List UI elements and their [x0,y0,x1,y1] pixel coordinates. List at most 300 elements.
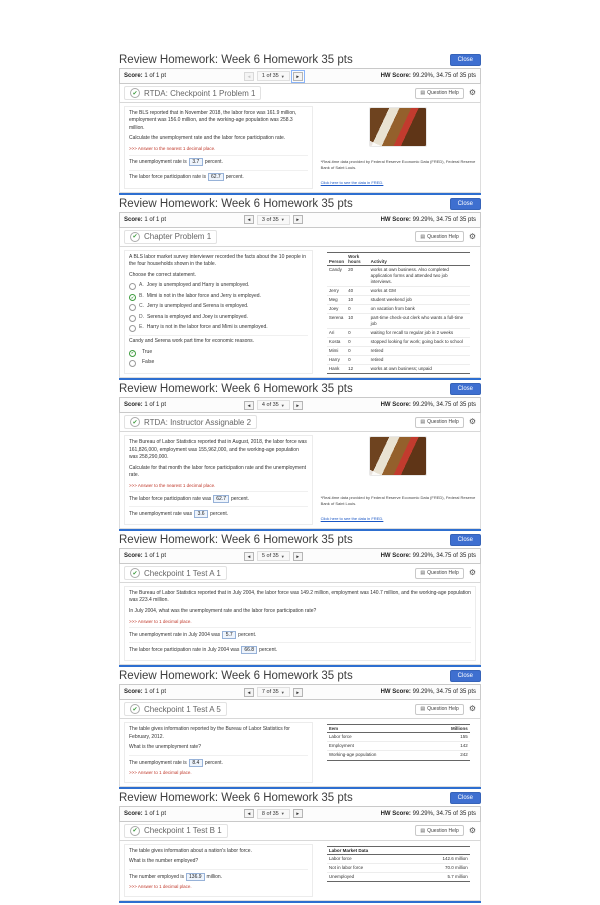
table-row [327,338,470,347]
question-title-box [124,230,217,244]
score-bar [119,684,481,700]
table-cell: 10 [346,313,368,328]
table-cell: Harry [327,356,346,365]
fred-caption: *Real-time data provided by Federal Reserve Economic Data (FRED), Federal Reserve Bank of Saint Louis. [320,158,476,170]
question-text: What is the number employed? [129,858,199,865]
question-nav [244,809,303,819]
answer-box[interactable]: 3.6 [194,510,208,518]
table-cell: works at GM [369,286,470,295]
prev-question-button[interactable]: ◄ [244,215,254,224]
question-text: In July 2004, what was the unemployment rate and the labor force participation rate? [129,608,317,615]
answer-prefix: The unemployment rate in July 2004 was [129,631,221,638]
homework-panel [119,197,481,381]
answer-line [129,170,308,182]
radio-icon[interactable] [129,304,136,311]
next-question-button[interactable]: ► [293,552,303,561]
close-button[interactable]: Close [450,670,481,682]
chevron-down-icon: ▼ [280,73,285,79]
question-help-label: Question Help [427,90,459,96]
table-cell: Mimi [327,347,346,356]
question-help-button[interactable] [415,704,463,715]
page-title: Review Homework: Week 6 Homework 35 pts [119,534,353,547]
answer-option[interactable] [129,303,308,311]
table-cell: Joey [327,304,346,313]
score [124,217,166,223]
answer-precision-note: >>> Answer to the nearest 1 decimal place. [129,146,216,151]
review-homework-stack [119,53,481,905]
table-cell: 5.7 million [408,872,470,881]
answer-prefix: The unemployment rate is [129,759,187,766]
answer-box[interactable]: 136.9 [186,873,205,881]
question-text: What is the unemployment rate? [129,744,201,751]
homework-panel [119,382,481,531]
answer-line [129,506,308,518]
question-tools [415,825,476,836]
question-title-box [124,824,228,838]
chevron-down-icon: ▼ [280,402,285,408]
table-cell: part-time check-out clerk who wants a full-time job [369,313,470,328]
score [124,402,166,408]
page-title: Review Homework: Week 6 Homework 35 pts [119,383,353,396]
hw-score-value: 99.29%, 34.75 of 35 pts [412,810,476,817]
question-select-dropdown[interactable] [257,215,290,225]
help-menu-icon: ▤ [420,570,426,577]
answer-precision-note: >>> Answer to 1 decimal place. [129,618,192,624]
question-title-box [124,702,227,716]
question-title: Checkpoint 1 Test A 5 [144,704,221,714]
table-cell: works at own business; unpaid [369,365,470,374]
answer-option[interactable] [129,293,308,301]
radio-selected-check-icon[interactable]: ✔ [130,294,135,300]
score-value: 1 of 1 pt [144,553,167,560]
table-cell: works at own business. Also completed application forms and attended two job interviews. [369,265,470,286]
fred-data-link[interactable]: Click here to see the data in FRED. [320,179,384,185]
answer-line [129,869,308,881]
score-bar [119,212,481,228]
question-media-area [321,844,476,897]
question-text: Candy and Serena work part time for economic reasons. [129,335,308,345]
score-label: Score: [124,689,143,696]
correct-check-icon: ✔ [130,568,140,578]
question-media-area [321,722,476,782]
hw-score-value: 99.29%, 34.75 of 35 pts [412,689,476,696]
score-label: Score: [124,216,143,223]
question-select-dropdown[interactable] [257,400,290,410]
score [124,811,166,817]
hw-score-value: 99.29%, 34.75 of 35 pts [412,402,476,409]
question-help-button[interactable] [415,417,463,428]
table-row [327,356,470,365]
option-text: Joey is unemployed and Harry is unemployed. [146,282,250,289]
hw-score [381,217,476,223]
table-row [327,863,470,872]
table-cell: 0 [346,347,368,356]
table-cell: 242 [429,751,470,760]
answer-precision-note: >>> Answer to the nearest 1 decimal place. [129,482,216,488]
table-cell: 12 [346,365,368,374]
hw-score-label: HW Score: [380,73,411,79]
table-cell: Candy [327,265,346,286]
chevron-down-icon: ▼ [280,811,285,817]
help-menu-icon: ▤ [420,233,426,240]
table-row [327,742,470,751]
table-cell: Labor force [327,855,408,864]
question-help-button[interactable] [415,88,463,99]
question-title-bar [119,228,481,247]
score-value: 1 of 1 pt [144,810,167,817]
table-header: Millions [429,725,470,733]
question-text: The table gives information reported by the Bureau of Labor Statistics for February, 2012. [129,726,290,740]
page-title: Review Homework: Week 6 Homework 35 pts [119,54,353,66]
answer-suffix: million. [206,873,223,880]
panel-header [119,533,481,548]
table-cell: Jerry [327,286,346,295]
question-title-box [124,566,227,580]
answer-line [129,155,308,167]
help-menu-icon: ▤ [420,90,426,96]
question-title-bar [119,700,481,719]
answer-suffix: percent. [210,510,229,517]
data-table [327,846,470,882]
hw-score-label: HW Score: [380,553,411,560]
chevron-down-icon: ▼ [280,217,285,222]
question-text-area [124,586,476,661]
prev-question-button[interactable]: ◄ [244,809,254,818]
answer-box[interactable]: 3.7 [189,158,203,166]
question-position: 1 of 35 [261,73,279,79]
answer-suffix: percent. [204,759,223,766]
table-cell: retired [369,347,470,356]
score-value: 1 of 1 pt [144,216,167,223]
table-cell: Unemployed [327,872,408,881]
question-help-label: Question Help [427,419,459,426]
answer-option[interactable] [129,282,308,290]
next-question-button[interactable]: ► [293,215,303,224]
prev-question-button[interactable]: ◄ [244,72,254,81]
hw-score-label: HW Score: [380,810,411,817]
table-cell: 0 [346,329,368,338]
correct-check-icon: ✔ [130,232,140,242]
question-text-area [124,844,313,897]
score-bar [119,548,481,564]
panel-header [119,382,481,397]
table-header: Person [327,252,346,265]
score-label: Score: [124,402,143,409]
question-content [119,583,481,665]
answer-line [129,642,471,654]
score [124,689,166,695]
question-help-button[interactable] [415,825,463,836]
option-letter: A. [139,282,144,289]
question-help-button[interactable] [415,568,463,579]
question-title-box [124,86,261,100]
newspaper-classifieds-photo [370,437,426,475]
question-text-area [124,722,313,782]
question-help-label: Question Help [427,570,459,577]
table-cell: Labor force [327,733,429,742]
answer-prefix: The labor force participation rate was [129,495,212,502]
answer-line [129,627,471,639]
hw-score [381,689,476,695]
answer-box[interactable]: 66.8 [241,646,257,654]
hw-score-label: HW Score: [380,402,411,409]
question-title: RTDA: Checkpoint 1 Problem 1 [144,88,256,98]
hw-score-value: 99.29%, 34.75 of 35 pts [412,216,476,223]
close-button[interactable]: Close [450,534,481,546]
table-cell: retired [369,356,470,365]
question-title-bar [119,822,481,841]
answer-prefix: The labor force participation rate is [129,174,206,180]
next-question-button[interactable]: ► [293,809,303,818]
gear-icon[interactable]: ⚙ [468,231,476,241]
score-bar [119,397,481,413]
answer-option[interactable] [129,314,308,322]
question-nav [244,400,303,410]
table-cell: Kosta [327,338,346,347]
answer-precision-note: >>> Answer to 1 decimal place. [129,884,192,890]
correct-check-icon: ✔ [130,704,140,714]
question-tools [415,231,476,242]
hw-score [381,811,476,817]
question-position: 3 of 35 [261,216,279,223]
fred-caption: *Real-time data provided by Federal Reserve Economic Data (FRED), Federal Reserve Bank of Saint Louis. [320,495,476,507]
question-nav [244,215,303,225]
option-text: Serena is employed and Joey is unemployed. [147,313,248,320]
question-nav [244,687,303,697]
question-select-dropdown[interactable] [257,551,290,561]
question-nav [244,551,303,561]
question-nav [244,71,303,81]
hw-score-label: HW Score: [380,689,411,696]
table-cell: 0 [346,338,368,347]
question-content [119,247,481,379]
score-label: Score: [124,73,143,79]
question-position: 5 of 35 [261,553,279,560]
prev-question-button[interactable]: ◄ [244,552,254,561]
fred-data-link[interactable]: Click here to see the data in FRED. [320,516,384,522]
question-help-label: Question Help [427,233,459,240]
question-content [119,103,481,193]
table-cell: on vacation from bank [369,304,470,313]
table-row [327,365,470,374]
correct-check-icon: ✔ [130,826,140,836]
option-text: False [142,359,155,365]
table-cell: Not in labor force [327,863,408,872]
question-position: 8 of 35 [261,810,279,817]
table-cell: 40 [346,286,368,295]
table-cell: 10 [346,295,368,304]
table-header: Activity [369,252,470,265]
table-row [327,329,470,338]
option-text: True [142,348,153,355]
question-content [119,841,481,901]
question-text: Calculate for that month the labor force participation rate and the unemployment rate. [129,464,307,478]
question-text-area [124,106,313,189]
gear-icon[interactable]: ⚙ [468,704,476,714]
question-tools [415,568,476,579]
table-row [327,347,470,356]
score-label: Score: [124,553,143,560]
radio-icon[interactable] [129,325,136,332]
question-text: Choose the correct statement. [129,271,196,278]
hw-score [381,402,476,408]
question-position: 4 of 35 [261,402,279,409]
newspaper-classifieds-photo [370,108,426,146]
close-button[interactable]: Close [450,792,481,804]
question-tools [415,88,476,99]
panel-header [119,197,481,212]
table-cell: student weekend job [369,295,470,304]
close-button[interactable]: Close [450,198,481,210]
help-menu-icon: ▤ [420,827,426,834]
table-cell: Ari [327,329,346,338]
answer-suffix: percent. [259,646,278,653]
table-header: Work hours [346,252,368,265]
question-title-box [124,415,257,429]
question-text: Calculate the unemployment rate and the labor force participation rate. [129,135,286,142]
table-row [327,265,470,286]
correct-check-icon: ✔ [130,88,140,98]
table-cell: waiting for recall to regular job in 2 weeks [369,329,470,338]
data-table [327,252,470,375]
table-cell: Employment [327,742,429,751]
question-select-dropdown[interactable] [257,809,290,819]
table-row [327,751,470,760]
next-question-button[interactable]: ► [293,401,303,410]
answer-line [129,491,308,503]
answer-line [129,755,308,767]
next-question-button[interactable]: ► [293,72,303,81]
question-select-dropdown[interactable] [257,687,290,697]
data-table [327,724,470,760]
gear-icon[interactable]: ⚙ [468,88,476,97]
answer-option[interactable] [129,359,308,367]
option-letter: D. [139,313,144,320]
option-text: Mimi is not in the labor force and Jerry is employed. [146,292,261,299]
score-value: 1 of 1 pt [144,73,167,79]
answer-prefix: The number employed is [129,873,185,880]
chevron-down-icon: ▼ [280,689,285,695]
question-select-dropdown[interactable] [257,71,290,81]
table-row [327,733,470,742]
question-tools [415,417,476,428]
question-text: The Bureau of Labor Statistics reported that in July 2004, the labor force was 149.2 million, employment was 140.7 million, and the working-age population was 223.4 million. [129,590,471,604]
table-row [327,313,470,328]
table-cell: Serena [327,313,346,328]
question-text-area [124,250,313,375]
homework-panel [119,533,481,667]
radio-icon[interactable] [129,283,136,290]
option-text: Jerry is unemployed and Serena is employed. [147,303,249,310]
hw-score-value: 99.29%, 34.75 of 35 pts [412,553,476,560]
panel-header [119,669,481,684]
chevron-down-icon: ▼ [280,553,285,559]
help-menu-icon: ▤ [420,706,426,713]
gear-icon[interactable]: ⚙ [468,417,476,427]
score-value: 1 of 1 pt [144,402,167,409]
table-cell: Hank [327,365,346,374]
question-title: Chapter Problem 1 [144,232,212,241]
score-value: 1 of 1 pt [144,689,167,696]
question-text: A BLS labor market survey interviewer recorded the facts about the 10 people in the four households shown in the table. [129,253,307,267]
radio-selected-check-icon[interactable]: ✔ [130,350,135,356]
table-cell: Working-age population [327,751,429,760]
question-help-label: Question Help [427,827,459,834]
question-content [119,719,481,786]
question-content [119,432,481,529]
question-title-bar [119,413,481,432]
page-title: Review Homework: Week 6 Homework 35 pts [119,791,353,804]
question-title: Checkpoint 1 Test B 1 [144,826,222,836]
gear-icon[interactable]: ⚙ [468,825,476,835]
score-bar [119,68,481,84]
table-cell: 142 [429,742,470,751]
table-row [327,286,470,295]
question-title-bar [119,564,481,583]
answer-suffix: percent. [204,159,223,165]
option-letter: C. [139,303,144,310]
table-title: Labor Market Data [327,846,470,855]
score-label: Score: [124,810,143,817]
close-button[interactable]: Close [450,54,481,66]
hw-score [381,553,476,559]
answer-option[interactable] [129,349,308,357]
answer-option[interactable] [129,324,308,332]
gear-icon[interactable]: ⚙ [468,568,476,578]
answer-prefix: The unemployment rate is [129,159,187,165]
answer-prefix: The labor force participation rate in July 2004 was [129,646,240,653]
answer-box[interactable]: 62.7 [213,495,229,503]
table-row [327,295,470,304]
answer-box[interactable]: 8.4 [189,759,203,767]
prev-question-button[interactable]: ◄ [244,401,254,410]
question-title: RTDA: Instructor Assignable 2 [144,417,252,427]
table-header: Item [327,725,429,733]
table-cell: stopped looking for work; going back to school [369,338,470,347]
option-letter: B. [139,292,144,299]
question-help-button[interactable] [415,231,463,242]
panel-header [119,791,481,806]
correct-check-icon: ✔ [130,417,140,427]
answer-box[interactable]: 62.7 [208,173,224,181]
table-row [327,872,470,881]
radio-icon[interactable] [129,360,136,367]
hw-score [381,73,476,79]
close-button[interactable]: Close [450,383,481,395]
answer-box[interactable]: 5.7 [222,631,236,639]
answer-precision-note: >>> Answer to 1 decimal place. [129,770,192,776]
table-cell: Meg [327,295,346,304]
table-cell: 0 [346,304,368,313]
next-question-button[interactable]: ► [293,688,303,697]
question-help-label: Question Help [427,706,459,713]
table-cell: 20 [346,265,368,286]
question-media-area [321,435,476,525]
hw-score-label: HW Score: [380,216,411,223]
option-letter: E. [139,324,144,331]
homework-panel [119,53,481,195]
question-text: The Bureau of Labor Statistics reported that in August, 2018, the labor force was 161,826,000, employment was 155,962,000, and the working-age population was 258,290,000. [129,439,307,460]
score [124,553,166,559]
prev-question-button[interactable]: ◄ [244,688,254,697]
question-title: Checkpoint 1 Test A 1 [144,568,221,578]
answer-prefix: The unemployment rate was [129,510,193,517]
question-media-area [321,250,476,375]
table-row [327,304,470,313]
question-position: 7 of 35 [261,689,279,696]
answer-suffix: percent. [225,174,244,180]
radio-icon[interactable] [129,315,136,322]
